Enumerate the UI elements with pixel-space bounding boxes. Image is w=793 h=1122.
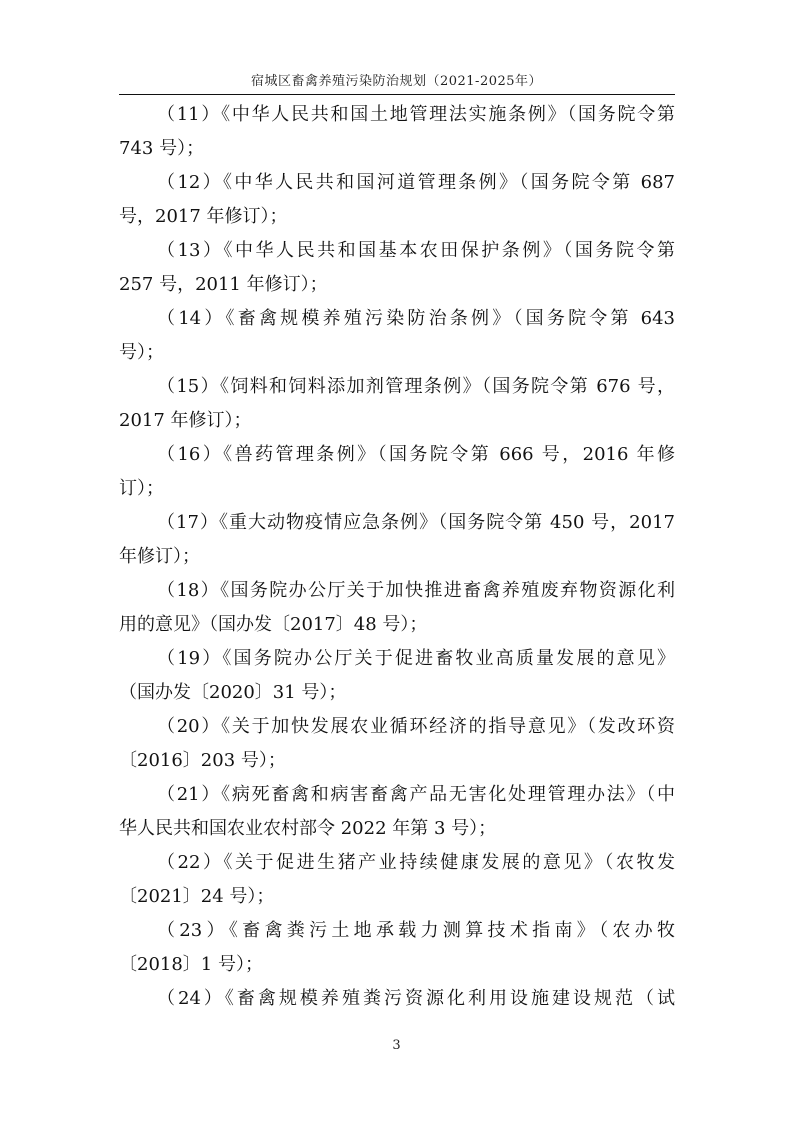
list-item-text: （14）《畜禽规模养殖污染防治条例》（国务院令第 643 xyxy=(157,308,675,329)
list-item-continuation: 号）； xyxy=(119,342,164,363)
list-item-continuation: 257 号，2011 年修订）； xyxy=(119,274,328,295)
list-item xyxy=(119,506,675,574)
list-item-text: （23）《畜禽粪污土地承载力测算技术指南》（农办牧 xyxy=(157,920,675,941)
list-item-continuation: 用的意见》（国办发〔2017〕48 号）； xyxy=(119,614,428,635)
list-item xyxy=(119,574,675,642)
list-item-continuation: 〔2016〕203 号）； xyxy=(119,750,286,771)
list-item-continuation: 号，2017 年修订）； xyxy=(119,206,288,227)
list-item xyxy=(119,370,675,438)
list-item-continuation: 2017 年修订）； xyxy=(119,410,252,431)
list-item-text: （17）《重大动物疫情应急条例》（国务院令第 450 号，2017 xyxy=(157,512,675,533)
list-item-continuation: 年修订）； xyxy=(119,546,200,567)
list-item-text: （20）《关于加快发展农业循环经济的指导意见》（发改环资 xyxy=(157,716,675,737)
list-item-continuation: 743 号）； xyxy=(119,138,205,159)
list-item-text: （19）《国务院办公厅关于促进畜牧业高质量发展的意见》 xyxy=(157,648,675,669)
list-item-continuation: 〔2021〕24 号）； xyxy=(119,886,275,907)
list-item-continuation: （国办发〔2020〕31 号）； xyxy=(119,682,347,703)
header-divider xyxy=(119,94,675,95)
list-item-continuation: 华人民共和国农业农村部令 2022 年第 3 号）； xyxy=(119,818,497,839)
list-item xyxy=(119,982,675,1016)
list-item xyxy=(119,438,675,506)
list-item-text: （22）《关于促进生猪产业持续健康发展的意见》（农牧发 xyxy=(157,852,675,873)
list-item-text: （12）《中华人民共和国河道管理条例》（国务院令第 687 xyxy=(157,172,675,193)
list-item-text: （15）《饲料和饲料添加剂管理条例》（国务院令第 676 号， xyxy=(157,376,675,397)
list-item-text: （11）《中华人民共和国土地管理法实施条例》（国务院令第 xyxy=(157,104,675,125)
list-item xyxy=(119,846,675,914)
list-item xyxy=(119,710,675,778)
list-item xyxy=(119,778,675,846)
list-item-text: （21）《病死畜禽和病害畜禽产品无害化处理管理办法》（中 xyxy=(157,784,675,805)
list-item-continuation: 订）； xyxy=(119,478,164,499)
list-item-text: （13）《中华人民共和国基本农田保护条例》（国务院令第 xyxy=(157,240,675,261)
list-item xyxy=(119,234,675,302)
page-header-title: 宿城区畜禽养殖污染防治规划（2021-2025年） xyxy=(250,74,543,89)
list-item xyxy=(119,302,675,370)
list-item xyxy=(119,166,675,234)
list-item xyxy=(119,642,675,710)
list-item xyxy=(119,914,675,982)
regulation-list xyxy=(119,98,675,1016)
list-item-text: （18）《国务院办公厅关于加快推进畜禽养殖废弃物资源化利 xyxy=(157,580,675,601)
list-item-text: （24）《畜禽规模养殖粪污资源化利用设施建设规范（试 xyxy=(157,988,675,1009)
list-item-continuation: 〔2018〕1 号）； xyxy=(119,954,263,975)
page-number: 3 xyxy=(392,1038,401,1053)
list-item xyxy=(119,98,675,166)
list-item-text: （16）《兽药管理条例》（国务院令第 666 号，2016 年修 xyxy=(157,444,675,465)
